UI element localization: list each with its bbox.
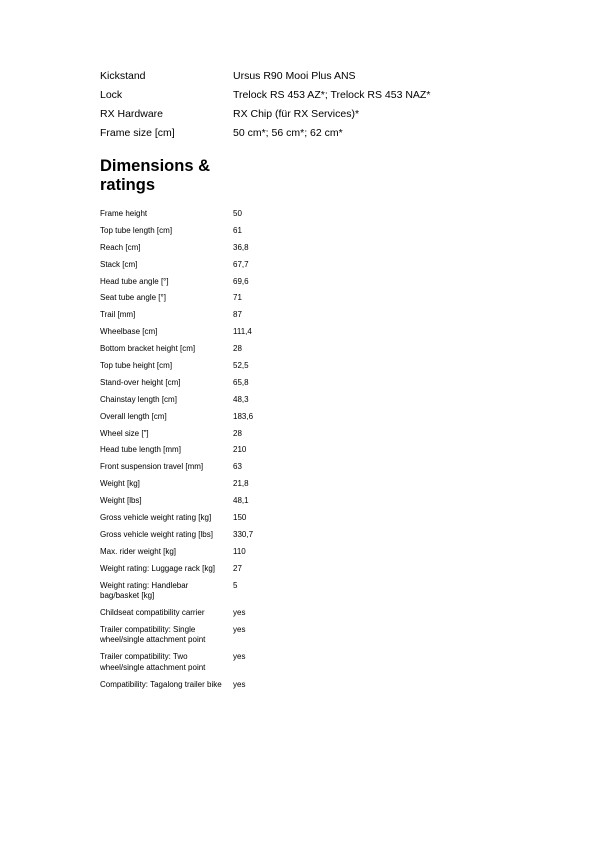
dimension-row <box>100 395 520 406</box>
dimension-value: yes <box>233 652 246 662</box>
dimension-value: 150 <box>233 513 247 523</box>
spec-value: RX Chip (für RX Services)* <box>233 108 360 120</box>
dimension-label: Compatibility: Tagalong trailer bike <box>100 679 222 689</box>
dimension-row <box>100 293 520 304</box>
dimension-row <box>100 445 520 456</box>
dimension-value: yes <box>233 679 246 689</box>
spec-row <box>100 70 520 89</box>
dimension-label: Gross vehicle weight rating [lbs] <box>100 529 213 539</box>
dimension-label: Wheelbase [cm] <box>100 327 158 337</box>
dimension-row <box>100 344 520 355</box>
dimension-row <box>100 361 520 372</box>
dimension-row <box>100 581 520 602</box>
dimension-value: 48,3 <box>233 394 249 404</box>
dimension-row <box>100 429 520 440</box>
spec-value: Ursus R90 Mooi Plus ANS <box>233 70 356 82</box>
dimension-value: 110 <box>233 546 246 556</box>
dimension-row <box>100 680 520 691</box>
dimension-row <box>100 479 520 490</box>
dimension-value: yes <box>233 607 246 617</box>
dimension-row <box>100 530 520 541</box>
dimension-label: Wheel size ["] <box>100 428 149 438</box>
spec-value: 50 cm*; 56 cm*; 62 cm* <box>233 127 343 139</box>
dimension-label: Weight [lbs] <box>100 496 142 506</box>
dimension-label: Weight rating: Luggage rack [kg] <box>100 563 216 573</box>
dimension-label: Bottom bracket height [cm] <box>100 344 196 354</box>
dimension-label: Max. rider weight [kg] <box>100 546 177 556</box>
dimension-row <box>100 412 520 423</box>
dimension-row <box>100 327 520 338</box>
spec-list <box>100 70 520 146</box>
dimension-value: 28 <box>233 344 242 354</box>
dimension-row <box>100 310 520 321</box>
dimension-row <box>100 496 520 507</box>
dimension-label: Stand-over height [cm] <box>100 377 181 387</box>
dimension-label: Trailer compatibility: Single wheel/single attachment point <box>100 624 206 645</box>
dimension-label: Overall length [cm] <box>100 411 167 421</box>
dimension-label: Reach [cm] <box>100 242 141 252</box>
dimension-row <box>100 243 520 254</box>
dimension-row <box>100 652 520 673</box>
dimension-value: 52,5 <box>233 361 249 371</box>
dimension-label: Weight [kg] <box>100 479 140 489</box>
dimension-label: Head tube angle [°] <box>100 276 169 286</box>
dimension-label: Stack [cm] <box>100 259 138 269</box>
dimension-row <box>100 277 520 288</box>
dimension-value: 87 <box>233 310 242 320</box>
dimension-row <box>100 209 520 220</box>
dimension-row <box>100 564 520 575</box>
dimension-row <box>100 625 520 646</box>
dimension-value: 65,8 <box>233 377 249 387</box>
spec-label: Lock <box>100 89 123 101</box>
dimension-row <box>100 378 520 389</box>
dimension-row <box>100 260 520 271</box>
dimension-value: 63 <box>233 462 242 472</box>
dimension-value: 50 <box>233 209 242 218</box>
section-heading: Dimensions & ratings <box>100 157 211 194</box>
spec-value: Trelock RS 453 AZ*; Trelock RS 453 NAZ* <box>233 89 431 101</box>
dimension-row <box>100 226 520 237</box>
spec-row <box>100 89 520 108</box>
dimension-row <box>100 513 520 524</box>
dimension-label: Trail [mm] <box>100 310 136 320</box>
document-page <box>100 70 520 697</box>
dimension-label: Trailer compatibility: Two wheel/single attachment point <box>100 652 206 672</box>
dimension-label: Weight rating: Handlebar bag/basket [kg] <box>100 580 189 601</box>
dimension-row <box>100 608 520 619</box>
dimension-label: Gross vehicle weight rating [kg] <box>100 513 212 523</box>
dimension-label: Head tube length [mm] <box>100 445 181 455</box>
dimension-value: 27 <box>233 563 242 573</box>
dimension-label: Frame height <box>100 209 148 218</box>
dimension-value: 36,8 <box>233 242 249 252</box>
dimension-value: 69,6 <box>233 276 249 286</box>
dimension-value: yes <box>233 624 246 634</box>
dimension-label: Top tube length [cm] <box>100 225 173 235</box>
dimension-value: 67,7 <box>233 259 249 269</box>
dimension-value: 210 <box>233 445 247 455</box>
dimension-value: 21,8 <box>233 479 249 489</box>
dimensions-table <box>100 209 520 690</box>
spec-row <box>100 127 520 146</box>
dimension-label: Top tube height [cm] <box>100 361 173 371</box>
spec-label: RX Hardware <box>100 108 164 120</box>
dimension-value: 48,1 <box>233 496 249 506</box>
dimension-value: 330,7 <box>233 529 254 539</box>
spec-label: Frame size [cm] <box>100 127 175 139</box>
dimension-value: 28 <box>233 428 242 438</box>
dimension-label: Front suspension travel [mm] <box>100 462 204 472</box>
dimension-row <box>100 462 520 473</box>
dimension-value: 61 <box>233 225 242 235</box>
dimension-value: 183,6 <box>233 411 254 421</box>
dimension-label: Seat tube angle [°] <box>100 293 166 303</box>
dimension-value: 111,4 <box>233 327 252 337</box>
dimension-row <box>100 547 520 558</box>
dimension-label: Chainstay length [cm] <box>100 394 177 404</box>
spec-row <box>100 108 520 127</box>
spec-label: Kickstand <box>100 70 146 82</box>
dimension-value: 71 <box>233 293 242 303</box>
dimension-value: 5 <box>233 580 238 590</box>
dimension-label: Childseat compatibility carrier <box>100 607 205 617</box>
